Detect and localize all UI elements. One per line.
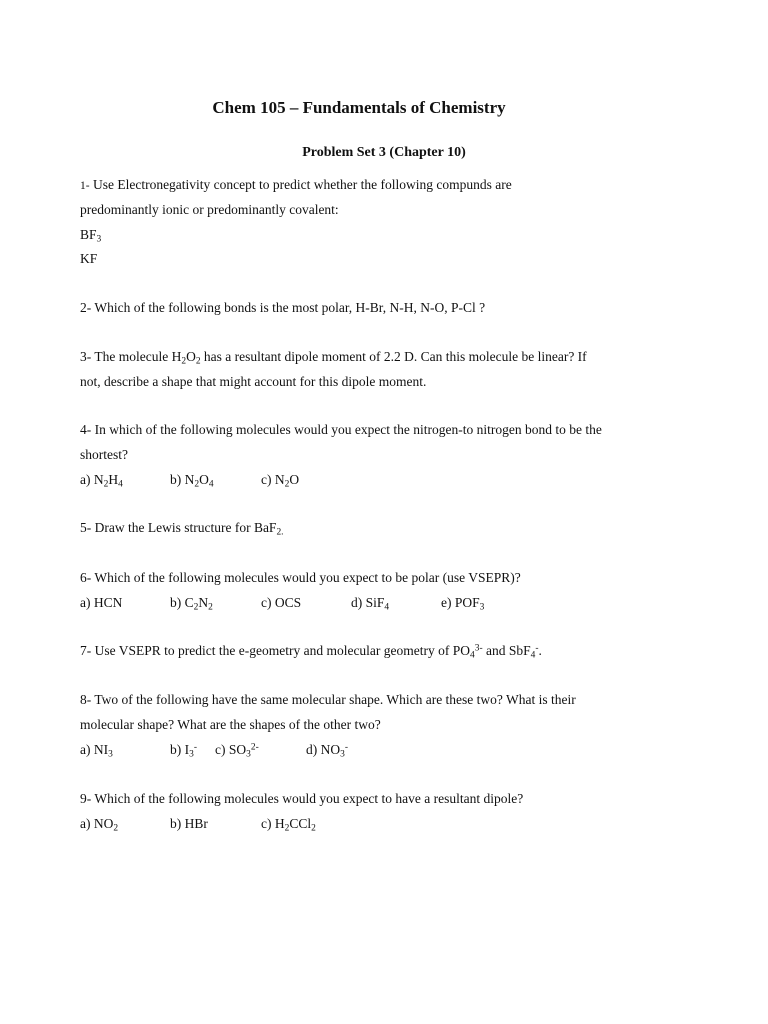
option-c: c) $H_2CCl_2$ — [261, 816, 316, 834]
question-4-line-1: 4- In which of the following molecules would you expect the nitrogen-to nitrogen bond to be the — [80, 422, 602, 437]
option-a: a) $N_2H_4$ — [80, 472, 123, 490]
question-6: 6- Which of the following molecules would you expect to be polar (use VSEPR)? — [80, 570, 521, 585]
question-1-line-2: predominantly ionic or predominantly covalent: — [80, 202, 339, 217]
option-c: c) $N_2O$ — [261, 472, 300, 490]
question-1-item-kf: KF — [80, 251, 98, 266]
question-8-line-1: 8- Two of the following have the same molecular shape. Which are these two? What is their — [80, 692, 576, 707]
option-a: a) $NO_2$ — [80, 816, 119, 834]
question-8-line-2: molecular shape? What are the shapes of the other two? — [80, 717, 381, 732]
option-a: a) HCN — [80, 595, 123, 610]
question-3-line-1: 3- The molecule $H_2O_2$ has a resultant dipole moment of 2.2 D. Can this molecule be linear? If — [80, 349, 587, 367]
question-3-line-2: not, describe a shape that might account for this dipole moment. — [80, 374, 427, 389]
option-a: a) $NI_3$ — [80, 742, 113, 760]
option-d: d) SiF$_4$ — [351, 595, 390, 613]
question-2: 2- Which of the following bonds is the most polar, H-Br, N-H, N-O, P-Cl ? — [80, 300, 486, 315]
option-b: b) $I_3^-$ — [170, 742, 197, 760]
option-b: b) HBr — [170, 816, 208, 831]
page-title: Chem 105 – Fundamentals of Chemistry — [212, 98, 506, 117]
question-9: 9- Which of the following molecules would you expect to have a resultant dipole? — [80, 791, 524, 806]
question-1-line-1: 1- Use Electronegativity concept to predict whether the following compunds are — [80, 177, 512, 192]
question-1-item-bf3: $BF_3$ — [80, 227, 102, 245]
option-c: c) $SO_3^{2-}$ — [215, 742, 259, 760]
question-7: 7- Use VSEPR to predict the e-geometry and molecular geometry of $PO_4^{3-}$ and SbF$_4$-. — [80, 643, 542, 661]
option-b: b) $C_2N_2$ — [170, 595, 213, 613]
question-4-line-2: shortest? — [80, 447, 128, 462]
option-e: e) $POF_3$ — [441, 595, 485, 613]
option-d: d) $NO_3^-$ — [306, 742, 348, 760]
option-c: c) OCS — [261, 595, 302, 610]
question-5: 5- Draw the Lewis structure for BaF$_{2.}$ — [80, 520, 284, 538]
problem-set-subtitle: Problem Set 3 (Chapter 10) — [302, 145, 466, 160]
option-b: b) $N_2O_4$ — [170, 472, 214, 490]
